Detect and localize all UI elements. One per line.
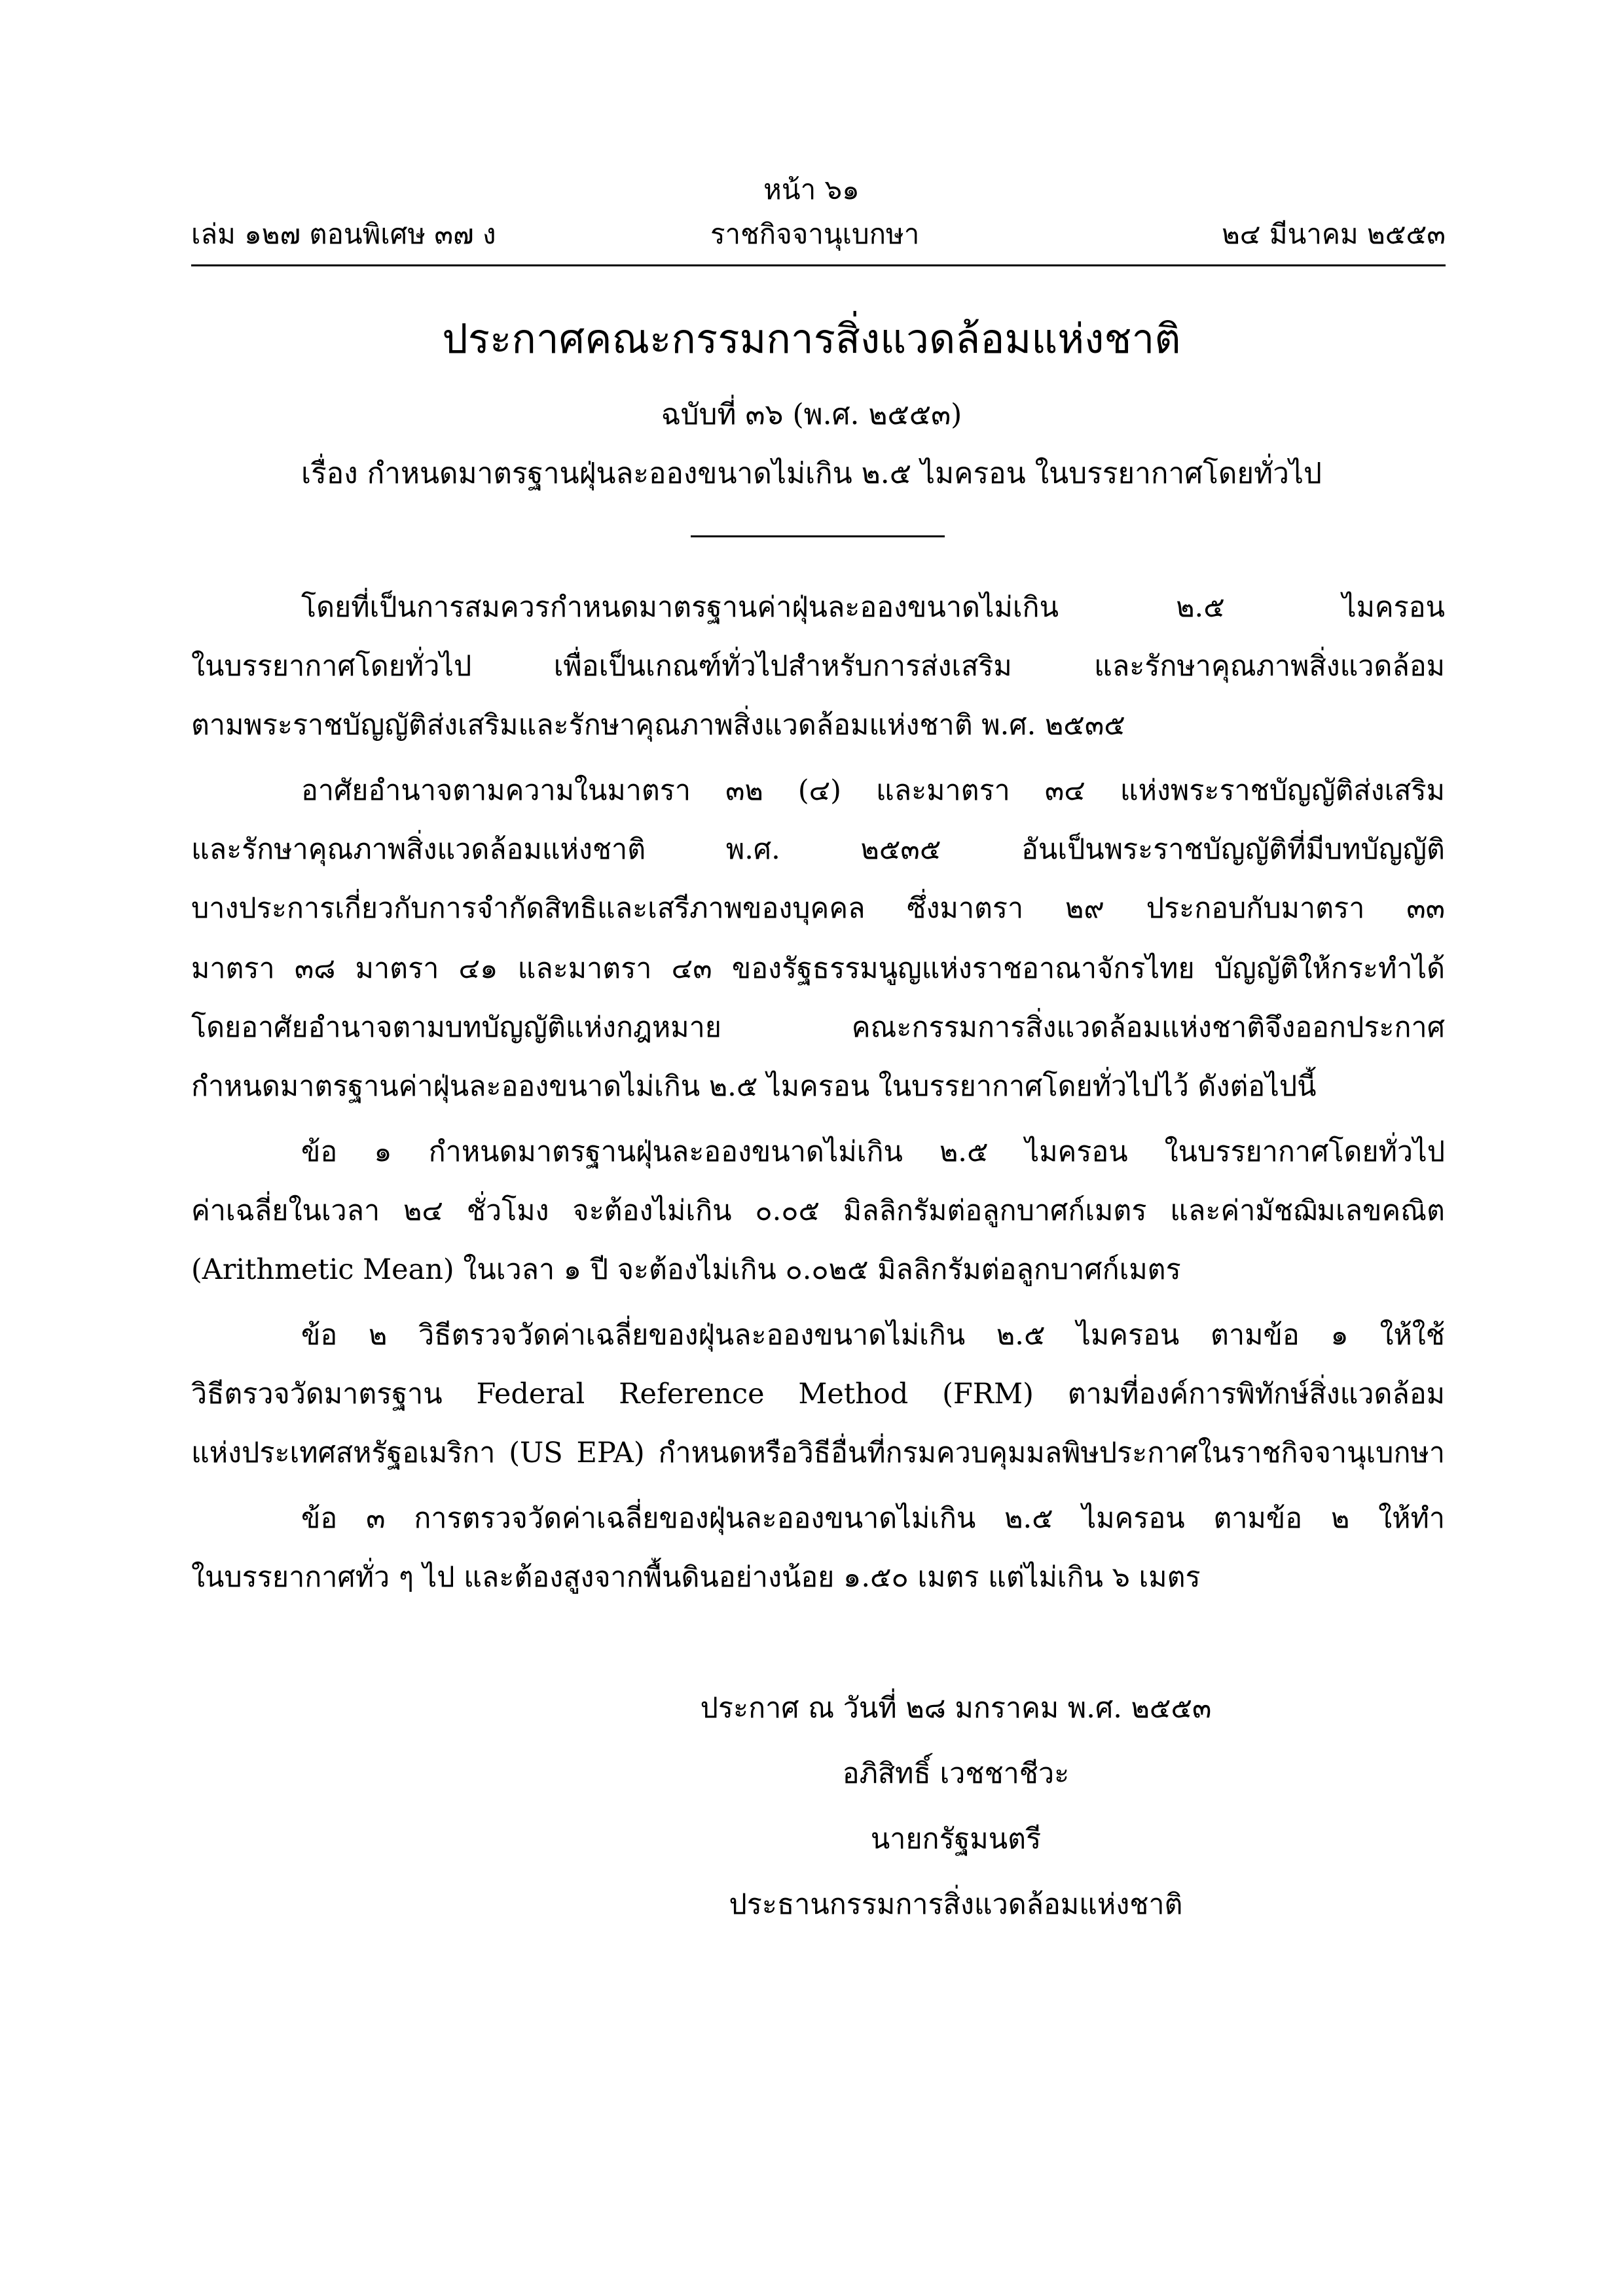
header-rule xyxy=(191,264,1446,266)
body-line: ในบรรยากาศโดยทั่วไป เพื่อเป็นเกณฑ์ทั่วไปสำหรับการส่งเสริม และรักษาคุณภาพสิ่งแวดล้อม xyxy=(191,650,1445,683)
body-line: อาศัยอำนาจตามความในมาตรา ๓๒ (๔) และมาตรา ๓๔ แห่งพระราชบัญญัติส่งเสริม xyxy=(301,774,1445,807)
body-line: (Arithmetic Mean) ในเวลา ๑ ปี จะต้องไม่เกิน ๐.๐๒๕ มิลลิกรัมต่อลูกบาศก์เมตร xyxy=(191,1253,1181,1286)
clause-1: ข้อ ๑ กำหนดมาตรฐานฝุ่นละอองขนาดไม่เกิน ๒.๕ ไมครอน ในบรรยากาศโดยทั่วไป xyxy=(301,1136,1445,1168)
body-line: โดยอาศัยอำนาจตามบทบัญญัติแห่งกฎหมาย คณะกรรมการสิ่งแวดล้อมแห่งชาติจึงออกประกาศ xyxy=(191,1011,1445,1044)
document-subject: เรื่อง กำหนดมาตรฐานฝุ่นละอองขนาดไม่เกิน ๒.๕ ไมครอน ในบรรยากาศโดยทั่วไป xyxy=(301,457,1322,490)
clause-2: ข้อ ๒ วิธีตรวจวัดค่าเฉลี่ยของฝุ่นละอองขนาดไม่เกิน ๒.๕ ไมครอน ตามข้อ ๑ ให้ใช้ xyxy=(301,1319,1445,1352)
body-line: ในบรรยากาศทั่ว ๆ ไป และต้องสูงจากพื้นดินอย่างน้อย ๑.๕๐ เมตร แต่ไม่เกิน ๖ เมตร xyxy=(191,1561,1201,1594)
document-title: ประกาศคณะกรรมการสิ่งแวดล้อมแห่งชาติ xyxy=(442,315,1181,363)
issue-number: ฉบับที่ ๓๖ (พ.ศ. ๒๕๕๓) xyxy=(661,398,962,431)
publication-date: ๒๔ มีนาคม ๒๕๕๓ xyxy=(1222,218,1446,250)
gazette-name: ราชกิจจานุเบกษา xyxy=(710,218,920,250)
clause-3: ข้อ ๓ การตรวจวัดค่าเฉลี่ยของฝุ่นละอองขนาดไม่เกิน ๒.๕ ไมครอน ตามข้อ ๒ ให้ทำ xyxy=(301,1502,1445,1535)
body-line: และรักษาคุณภาพสิ่งแวดล้อมแห่งชาติ พ.ศ. ๒๕๓๕ อันเป็นพระราชบัญญัติที่มีบทบัญญัติ xyxy=(191,833,1445,866)
page-number: หน้า ๖๑ xyxy=(763,173,860,206)
signatory-position: นายกรัฐมนตรี xyxy=(870,1823,1042,1856)
body-line: ตามพระราชบัญญัติส่งเสริมและรักษาคุณภาพสิ่งแวดล้อมแห่งชาติ พ.ศ. ๒๕๓๕ xyxy=(191,709,1125,742)
body-line: โดยที่เป็นการสมควรกำหนดมาตรฐานค่าฝุ่นละอองขนาดไม่เกิน ๒.๕ ไมครอน xyxy=(301,591,1445,624)
body-line: วิธีตรวจวัดมาตรฐาน Federal Reference Method (FRM) ตามที่องค์การพิทักษ์สิ่งแวดล้อม xyxy=(191,1378,1445,1410)
body-line: แห่งประเทศสหรัฐอเมริกา (US EPA) กำหนดหรือวิธีอื่นที่กรมควบคุมมลพิษประกาศในราชกิจจานุเบกษา xyxy=(191,1437,1445,1469)
signatory-role: ประธานกรรมการสิ่งแวดล้อมแห่งชาติ xyxy=(729,1888,1183,1921)
signatory-name: อภิสิทธิ์ เวชชาชีวะ xyxy=(842,1757,1070,1790)
announcement-date: ประกาศ ณ วันที่ ๒๘ มกราคม พ.ศ. ๒๕๕๓ xyxy=(700,1692,1212,1725)
body-line: มาตรา ๓๘ มาตรา ๔๑ และมาตรา ๔๓ ของรัฐธรรมนูญแห่งราชอาณาจักรไทย บัญญัติให้กระทำได้ xyxy=(191,952,1445,985)
volume-info: เล่ม ๑๒๗ ตอนพิเศษ ๓๗ ง xyxy=(191,218,496,250)
body-line: กำหนดมาตรฐานค่าฝุ่นละอองขนาดไม่เกิน ๒.๕ ไมครอน ในบรรยากาศโดยทั่วไปไว้ ดังต่อไปนี้ xyxy=(191,1070,1317,1103)
title-divider xyxy=(691,535,945,537)
body-line: บางประการเกี่ยวกับการจำกัดสิทธิและเสรีภาพของบุคคล ซึ่งมาตรา ๒๙ ประกอบกับมาตรา ๓๓ xyxy=(191,892,1445,925)
body-line: ค่าเฉลี่ยในเวลา ๒๔ ชั่วโมง จะต้องไม่เกิน ๐.๐๕ มิลลิกรัมต่อลูกบาศก์เมตร และค่ามัชฌิมเลขคณิต xyxy=(191,1194,1445,1227)
